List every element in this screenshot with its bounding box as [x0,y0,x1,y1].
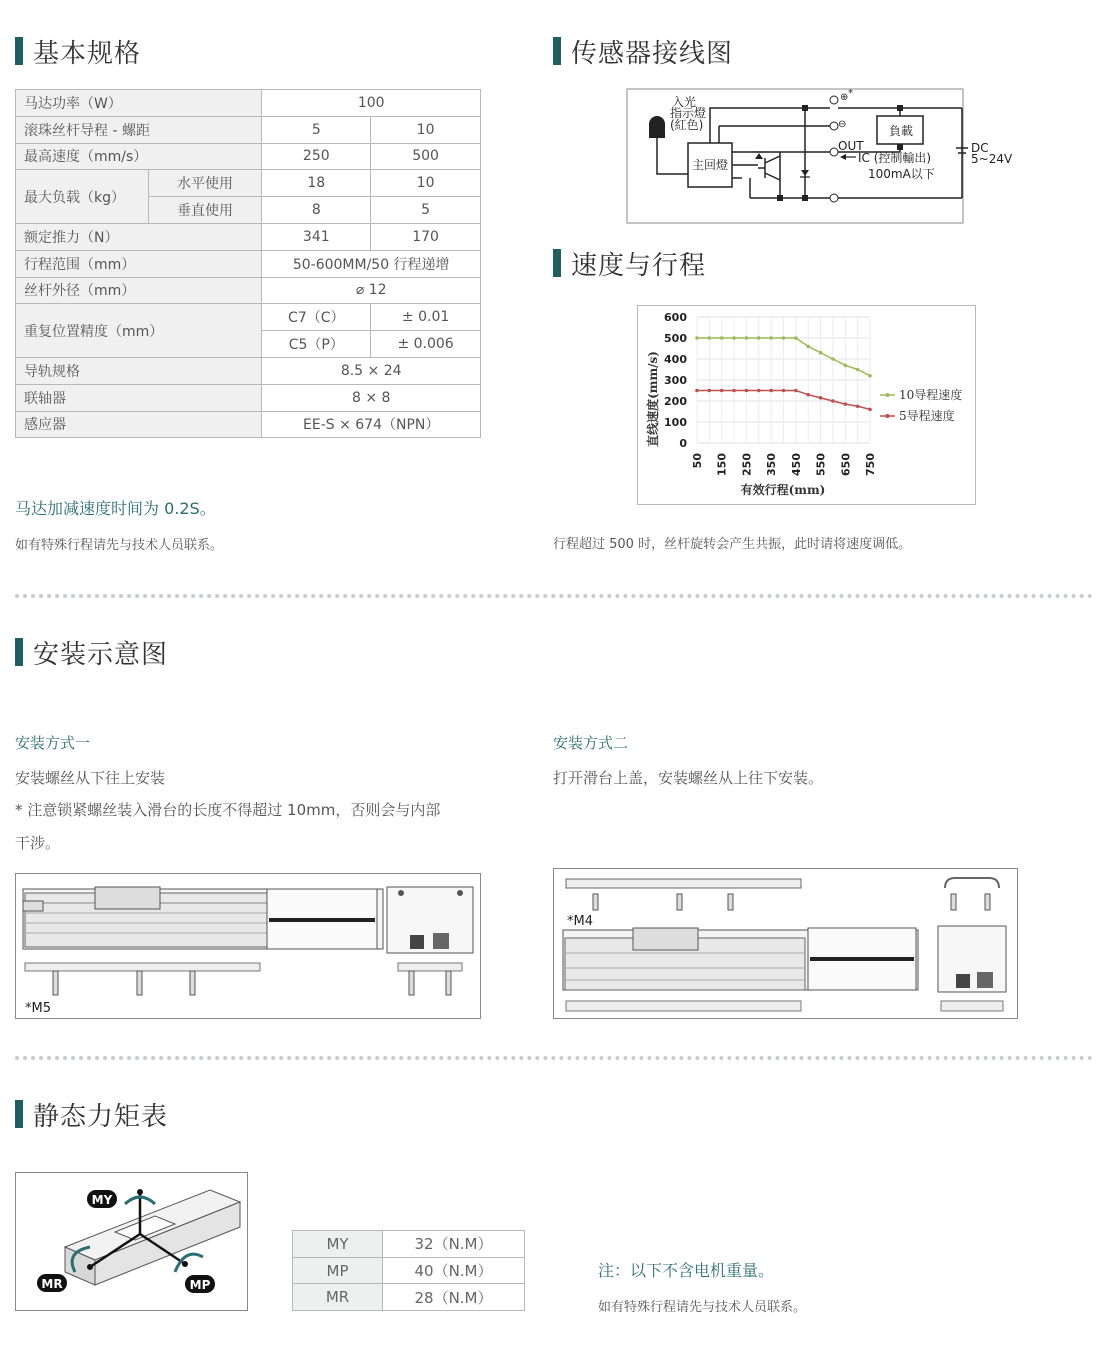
moment-name: MY [293,1231,383,1258]
data-point [868,408,872,412]
specs-section-title [15,34,141,68]
wiring-diagram [600,86,1030,231]
spec-label: 丝杆外径（mm） [16,277,262,304]
spec-sublabel: 水平使用 [148,170,262,197]
y-tick-label: 200 [664,395,687,408]
spec-label: 联轴器 [16,384,262,411]
spec-value: 50-600MM/50 行程递增 [262,250,481,277]
spec-value: 10 [371,170,481,197]
lamp-label-3: (紅色) [670,118,704,132]
method2-title: 安装方式二 [553,734,629,752]
x-tick-label: 450 [789,453,803,476]
x-tick-label: 350 [765,453,779,476]
data-point [856,404,860,408]
star-mark: * [848,88,853,99]
motor-weight-note: 注：以下不含电机重量。 [598,1261,775,1280]
table-row [16,277,481,304]
sensor-title-text: 传感器接线图 [571,38,734,69]
y-tick-label: 0 [679,437,687,450]
y-tick-label: 600 [664,311,687,324]
y-tick-label: 300 [664,374,687,387]
method1-line1: 安装螺丝从下往上安装 [15,769,166,787]
install-title-text: 安装示意图 [33,639,169,670]
m5-screw-label: *M5 [25,1001,51,1016]
plus-terminal-label: ⊕ [840,92,849,103]
title-bar-decoration [15,638,23,666]
data-point [782,389,786,393]
table-row [16,170,481,197]
spec-value: 170 [371,223,481,250]
data-point [732,389,736,393]
data-point [819,351,823,355]
table-row [16,250,481,277]
data-point [769,336,773,340]
load-label: 負載 [889,124,914,138]
install-section-title [15,635,168,669]
method1-title: 安装方式一 [15,734,91,752]
table-row [16,357,481,384]
spec-label: 马达功率（W） [16,90,262,117]
legend-marker [886,393,890,397]
data-point [831,399,835,403]
data-point [782,336,786,340]
title-bar-decoration [15,1100,23,1128]
spec-value: 18 [262,170,371,197]
spec-value: 5 [262,116,371,143]
y-axis-label: 直线速度(mm/s) [646,351,660,447]
voltage-label: 5~24V [971,152,1013,166]
spec-label: 行程范围（mm） [16,250,262,277]
method1-line2: * 注意锁紧螺丝装入滑台的长度不得超过 10mm，否则会与内部 [15,801,441,819]
data-point [843,364,847,368]
spec-table [15,89,481,438]
data-point [856,368,860,372]
data-point [695,336,699,340]
spec-value: 10 [371,116,481,143]
moment-title-text: 静态力矩表 [33,1101,169,1132]
data-point [757,389,761,393]
moment-value: 32（N.M） [383,1231,525,1258]
moment-value: 28（N.M） [383,1284,525,1311]
x-tick-label: 750 [864,453,877,476]
spec-label: 最高速度（mm/s） [16,143,262,170]
moment-name: MP [293,1257,383,1284]
data-point [806,393,810,397]
sensor-section-title [553,34,733,68]
data-point [843,402,847,406]
spec-value: 5 [371,197,481,224]
legend-marker [886,414,890,418]
data-point [745,389,749,393]
y-tick-label: 400 [664,353,687,366]
resonance-note: 行程超过 500 时，丝杆旋转会产生共振，此时请将速度调低。 [553,537,912,552]
spec-value: 8 × 8 [262,384,481,411]
legend-label: 10导程速度 [899,388,963,402]
specs-title-text: 基本规格 [33,38,142,69]
spec-value: ⌀ 12 [262,277,481,304]
minus-terminal-label: ⊖ [838,119,847,130]
spec-label: 重复位置精度（mm） [16,304,262,358]
table-row [16,90,481,117]
install-method2-figure [553,868,1019,1020]
spec-value: EE-S × 674（NPN） [262,411,481,438]
table-row [293,1257,525,1284]
spec-value: 8 [262,197,371,224]
table-row [16,384,481,411]
mr-axis-label: MR [41,1277,63,1291]
speed-title-text: 速度与行程 [571,250,707,281]
m4-screw-label: *M4 [567,914,593,929]
speed-stroke-chart [637,305,976,505]
chart-frame [638,306,976,505]
data-point [806,345,810,349]
lamp-label-2: 指示燈 [670,106,707,120]
data-point [720,336,724,340]
special-contact-note: 如有特殊行程请先与技术人员联系。 [15,538,224,553]
x-tick-label: 250 [740,453,754,476]
main-circuit-label: 主回燈 [692,158,729,172]
spec-label: 滚珠丝杆导程 - 螺距 [16,116,262,143]
x-tick-label: 650 [839,453,853,476]
spec-label: 感应器 [16,411,262,438]
data-point [708,389,712,393]
dc-label: DC [971,141,989,155]
mp-axis-label: MP [189,1278,211,1292]
data-point [831,357,835,361]
y-tick-label: 100 [664,416,687,429]
current-label: 100mA以下 [868,167,935,181]
spec-value: ± 0.01 [371,304,481,331]
spec-label: 最大负载（kg） [16,170,149,224]
legend-label: 5导程速度 [899,409,955,423]
x-axis-label: 有效行程(mm) [740,483,826,497]
spec-value: 250 [262,143,371,170]
ic-label: IC (控制輸出) [858,151,932,165]
spec-label: 额定推力（N） [16,223,262,250]
method2-line1: 打开滑台上盖，安装螺丝从上往下安装。 [553,769,824,787]
data-point [757,336,761,340]
data-point [708,336,712,340]
section-divider [15,1056,1093,1060]
title-bar-decoration [15,37,23,65]
table-row [16,116,481,143]
table-row [293,1231,525,1258]
data-point [769,389,773,393]
moment-name: MR [293,1284,383,1311]
moment-value: 40（N.M） [383,1257,525,1284]
moment-section-title [15,1097,168,1131]
y-tick-label: 500 [664,332,687,345]
spec-sublabel: 垂直使用 [148,197,262,224]
data-point [720,389,724,393]
data-point [819,396,823,400]
table-row [16,411,481,438]
section-divider [15,594,1093,598]
spec-label: 导轨规格 [16,357,262,384]
data-point [745,336,749,340]
speed-section-title [553,246,706,280]
x-tick-label: 550 [814,453,828,476]
method1-line3: 干涉。 [15,834,61,852]
lamp-label-1: 入光 [672,95,697,109]
x-tick-label: 50 [691,453,704,469]
table-row [293,1284,525,1311]
arrow-left-icon [840,154,846,160]
spec-value: 341 [262,223,371,250]
spec-value: 100 [262,90,481,117]
out-label: OUT [838,139,864,153]
title-bar-decoration [553,37,561,65]
spec-value: C7（C） [262,304,371,331]
data-point [794,389,798,393]
table-row [16,143,481,170]
install-method1-figure [15,873,481,1020]
my-axis-label: MY [91,1193,113,1207]
indicator-lamp-icon [649,116,665,138]
table-row [16,304,481,331]
data-point [695,389,699,393]
accel-note: 马达加减速度时间为 0.2S。 [15,499,216,518]
moment-contact-note: 如有特殊行程请先与技术人员联系。 [598,1300,807,1315]
moment-table [292,1230,525,1311]
data-point [868,374,872,378]
title-bar-decoration [553,249,561,277]
moment-axes-diagram [15,1172,249,1312]
data-point [794,336,798,340]
spec-value: C5（P） [262,331,371,358]
data-point [732,336,736,340]
spec-value: 8.5 × 24 [262,357,481,384]
x-tick-label: 150 [715,453,729,476]
spec-value: ± 0.006 [371,331,481,358]
spec-value: 500 [371,143,481,170]
table-row [16,223,481,250]
